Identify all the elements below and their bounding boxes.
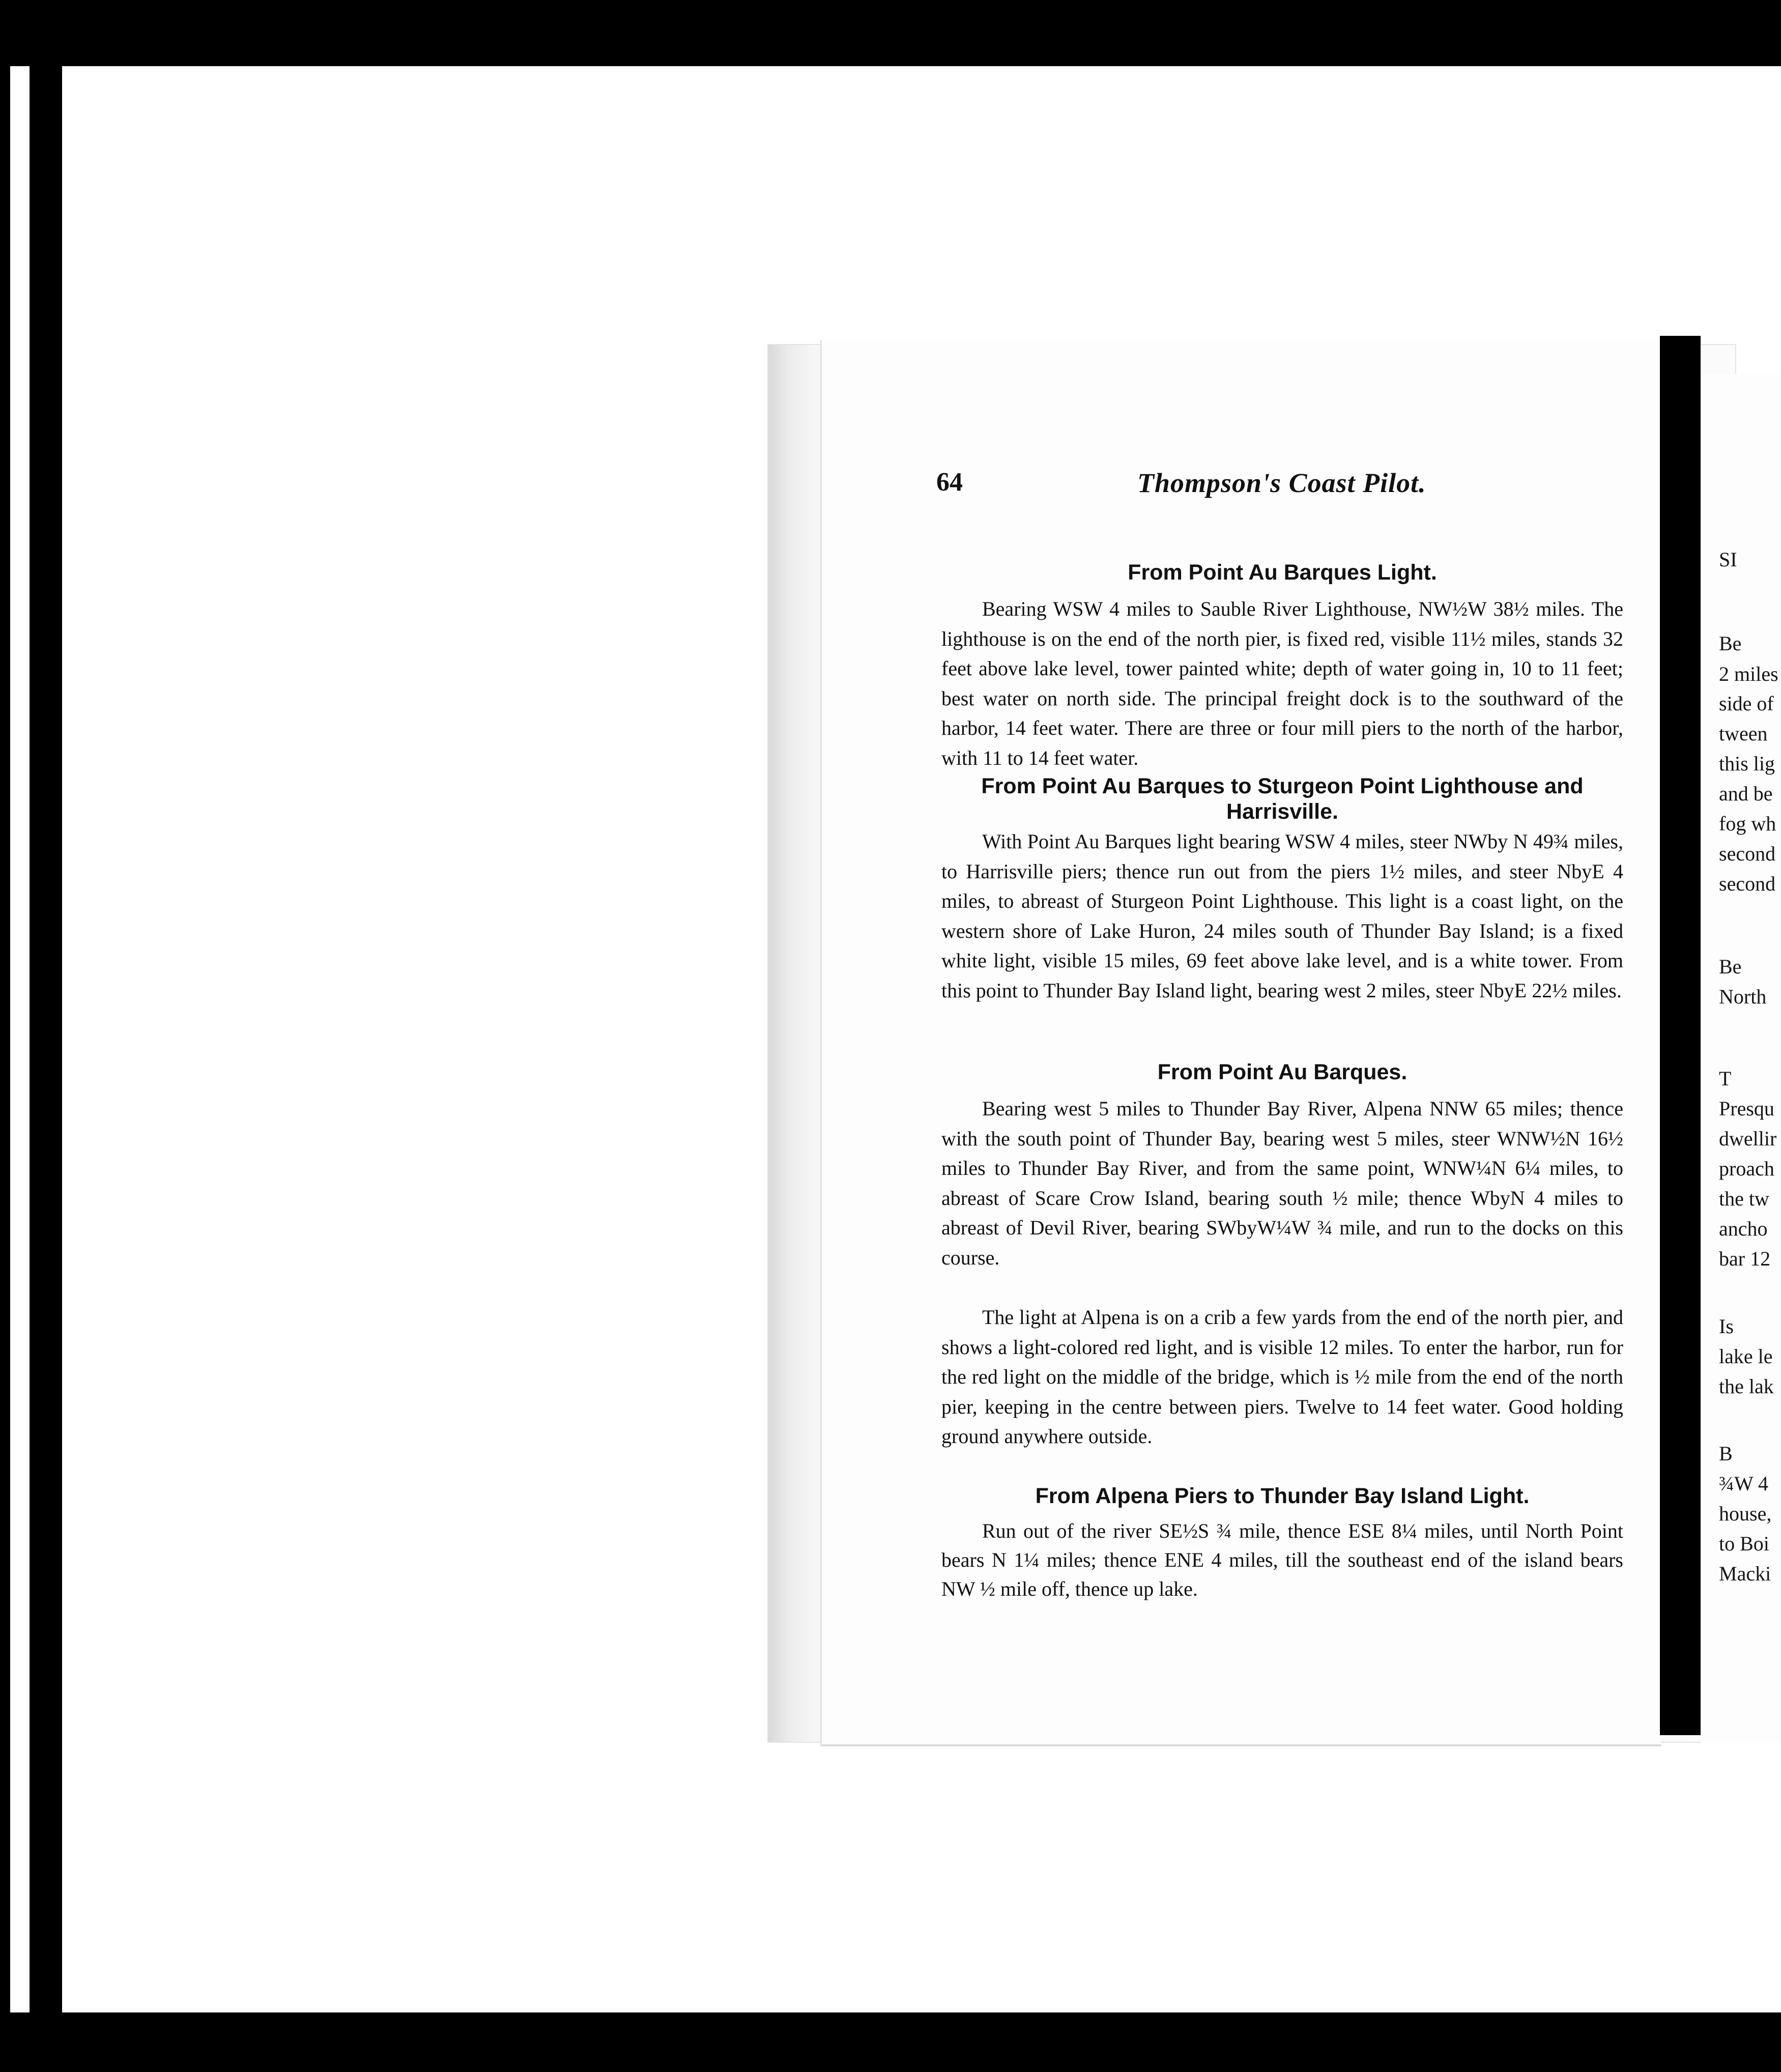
film-frame-edge (0, 61, 10, 2015)
facing-page-text: SI (1719, 548, 1737, 571)
facing-page-text: T (1719, 1067, 1732, 1090)
facing-page-text: Be (1719, 632, 1742, 655)
section-heading: From Point Au Barques to Sturgeon Point Lighthouse and Harrisville. (981, 774, 1584, 824)
facing-page-text: North (1719, 985, 1767, 1008)
facing-page-text: ancho (1719, 1217, 1768, 1240)
facing-page-text: second (1719, 842, 1776, 865)
facing-page-text: Is (1719, 1315, 1734, 1338)
facing-page-text: to Boi (1719, 1532, 1769, 1555)
running-head (936, 467, 1623, 508)
facing-page-text: house, (1719, 1502, 1772, 1525)
facing-page-text: ¾W 4 (1719, 1472, 1769, 1495)
section-paragraph: Bearing WSW 4 miles to Sauble River Lighthouse, NW½W 38½ miles. The lighthouse is on the end of the north pier, is fixed red, visible 11½ miles, stands 32 feet above lake level, tower painted white; depth of water going in, 10 to 11 feet; best water on north side. The principal freight dock is to the southward of the harbor, 14 feet water. There are three or four mill piers to the north of the harbor, with 11 to 14 feet water. (941, 597, 1623, 769)
facing-page-text: 2 miles (1719, 663, 1778, 685)
section-paragraph: The light at Alpena is on a crib a few yards from the end of the north pier, and shows a light-colored red light, and is visible 12 miles. To enter the harbor, run for the red light on the middle of the bridge, which is ½ mile from the end of the north pier, keeping in the centre between piers. Twelve to 14 feet water. Good holding ground anywhere outside. (941, 1306, 1623, 1448)
book-spine (1660, 336, 1701, 1735)
facing-page-text: and be (1719, 782, 1773, 805)
facing-page-text: Presqu (1719, 1097, 1774, 1120)
section-paragraph: Run out of the river SE½S ¾ mile, thence ESE 8¼ miles, until North Point bears N 1¼ miles; thence ENE 4 miles, till the southeast end of the island bears NW ½ mile off, thence up lake. (941, 1519, 1623, 1600)
facing-page-text: B (1719, 1442, 1733, 1465)
facing-page-text: lake le (1719, 1345, 1773, 1368)
film-frame-top (0, 0, 1781, 66)
facing-page-text: fog wh (1719, 812, 1776, 835)
facing-page-text: dwellir (1719, 1127, 1777, 1150)
film-frame-bottom (0, 2012, 1781, 2072)
facing-page-text: the lak (1719, 1375, 1774, 1398)
film-frame-left (30, 66, 62, 2072)
facing-page-text: the tw (1719, 1187, 1769, 1210)
facing-page-text: Be (1719, 955, 1742, 978)
facing-page-text: second (1719, 872, 1776, 895)
section-paragraph: With Point Au Barques light bearing WSW 4 miles, steer NWby N 49¾ miles, to Harrisville piers; thence run out from the piers 1½ miles, and steer NbyE 4 miles, to abreast of Sturgeon Point Lighthouse. This light is a coast light, on the western shore of Lake Huron, 24 miles south of Thunder Bay Island; is a fixed white light, visible 15 miles, 69 feet above lake level, and is a white tower. From this point to Thunder Bay Island light, bearing west 2 miles, steer NbyE 22½ miles. (941, 830, 1623, 1002)
facing-page-text: this lig (1719, 752, 1775, 775)
facing-page-text: Macki (1719, 1562, 1771, 1585)
facing-page-text: tween (1719, 722, 1768, 745)
section-heading: From Alpena Piers to Thunder Bay Island Light. (1035, 1484, 1530, 1508)
section-paragraph: Bearing west 5 miles to Thunder Bay River, Alpena NNW 65 miles; thence with the south point of Thunder Bay, bearing west 5 miles, steer WNW½N 16½ miles to Thunder Bay River, and from the same point, WNW¼N 6¼ miles, to abreast of Scare Crow Island, bearing south ½ mile; thence WbyN 4 miles to abreast of Devil River, bearing SWbyW¼W ¾ mile, and run to the docks on this course. (941, 1097, 1623, 1269)
facing-page-text: side of (1719, 692, 1774, 715)
facing-page-text: proach (1719, 1157, 1774, 1180)
page-number: 64 (936, 468, 963, 497)
section-heading: From Point Au Barques. (1157, 1060, 1407, 1084)
facing-page-text: bar 12 (1719, 1247, 1771, 1270)
facing-page (1701, 374, 1781, 1743)
section-heading: From Point Au Barques Light. (1128, 560, 1437, 585)
running-title: Thompson's Coast Pilot. (1137, 468, 1426, 498)
